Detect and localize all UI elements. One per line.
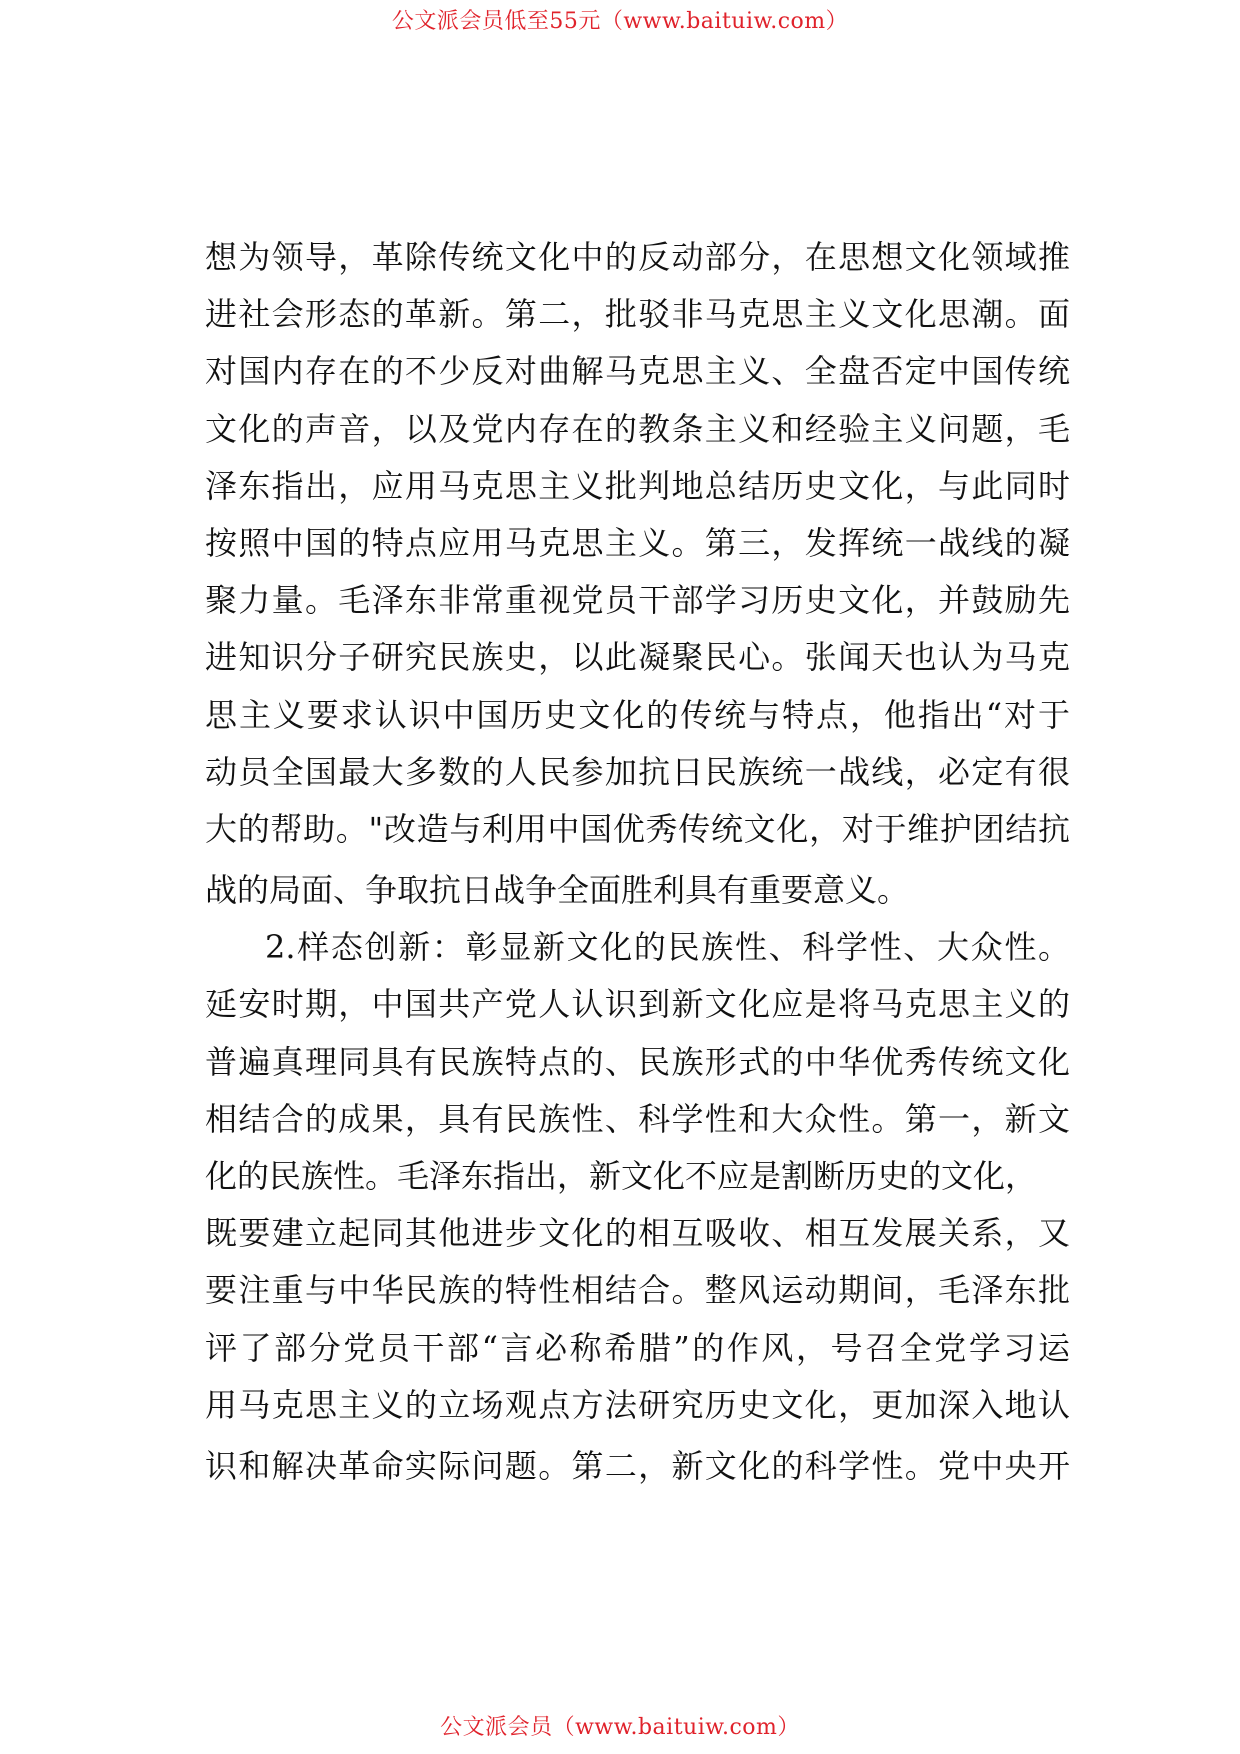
text-line: 按照中国的特点应用马克思主义。第三，发挥统一战线的凝 [205,523,1070,562]
text-line-heading: 2.样态创新：彰显新文化的民族性、科学性、大众性。 [265,928,1070,967]
text-line: 动员全国最大多数的人民参加抗日民族统一战线，必定有很 [205,752,1070,791]
text-line: 相结合的成果，具有民族性、科学性和大众性。第一，新文 [205,1099,1070,1138]
text-line: 要注重与中华民族的特性相结合。整风运动期间，毛泽东批 [205,1271,1070,1310]
document-body [205,232,1070,1492]
footer-watermark-link[interactable]: 公文派会员（www.baituiw.com） [440,1715,800,1740]
text-line: 战的局面、争取抗日战争全面胜利具有重要意义。 [205,871,910,910]
text-line: 延安时期，中国共产党人认识到新文化应是将马克思主义的 [205,985,1070,1024]
text-line: 泽东指出，应用马克思主义批判地总结历史文化，与此同时 [205,466,1070,505]
header-watermark-link[interactable]: 公文派会员低至55元（www.baituiw.com） [391,9,849,34]
text-line: 进知识分子研究民族史，以此凝聚民心。张闻天也认为马克 [205,638,1070,677]
text-line: 想为领导，革除传统文化中的反动部分，在思想文化领域推 [205,238,1070,276]
text-line: 对国内存在的不少反对曲解马克思主义、全盘否定中国传统 [205,352,1070,391]
text-line: 文化的声音，以及党内存在的教条主义和经验主义问题，毛 [205,409,1070,448]
text-line: 识和解决革命实际问题。第二，新文化的科学性。党中央开 [205,1446,1070,1485]
text-line: 普遍真理同具有民族特点的、民族形式的中华优秀传统文化 [205,1042,1070,1081]
text-line: 化的民族性。毛泽东指出，新文化不应是割断历史的文化， [205,1157,1038,1195]
text-line: 聚力量。毛泽东非常重视党员干部学习历史文化，并鼓励先 [205,581,1070,620]
text-line: 既要建立起同其他进步文化的相互吸收、相互发展关系，又 [205,1214,1070,1253]
text-line: 进社会形态的革新。第二，批驳非马克思主义文化思潮。面 [205,295,1070,334]
text-line: 评了部分党员干部“言必称希腊”的作风，号召全党学习运 [205,1328,1070,1367]
text-line: 大的帮助。"改造与利用中国优秀传统文化，对于维护团结抗 [205,809,1070,848]
text-line: 思主义要求认识中国历史文化的传统与特点，他指出“对于 [205,695,1070,734]
text-line: 用马克思主义的立场观点方法研究历史文化，更加深入地认 [205,1385,1070,1424]
